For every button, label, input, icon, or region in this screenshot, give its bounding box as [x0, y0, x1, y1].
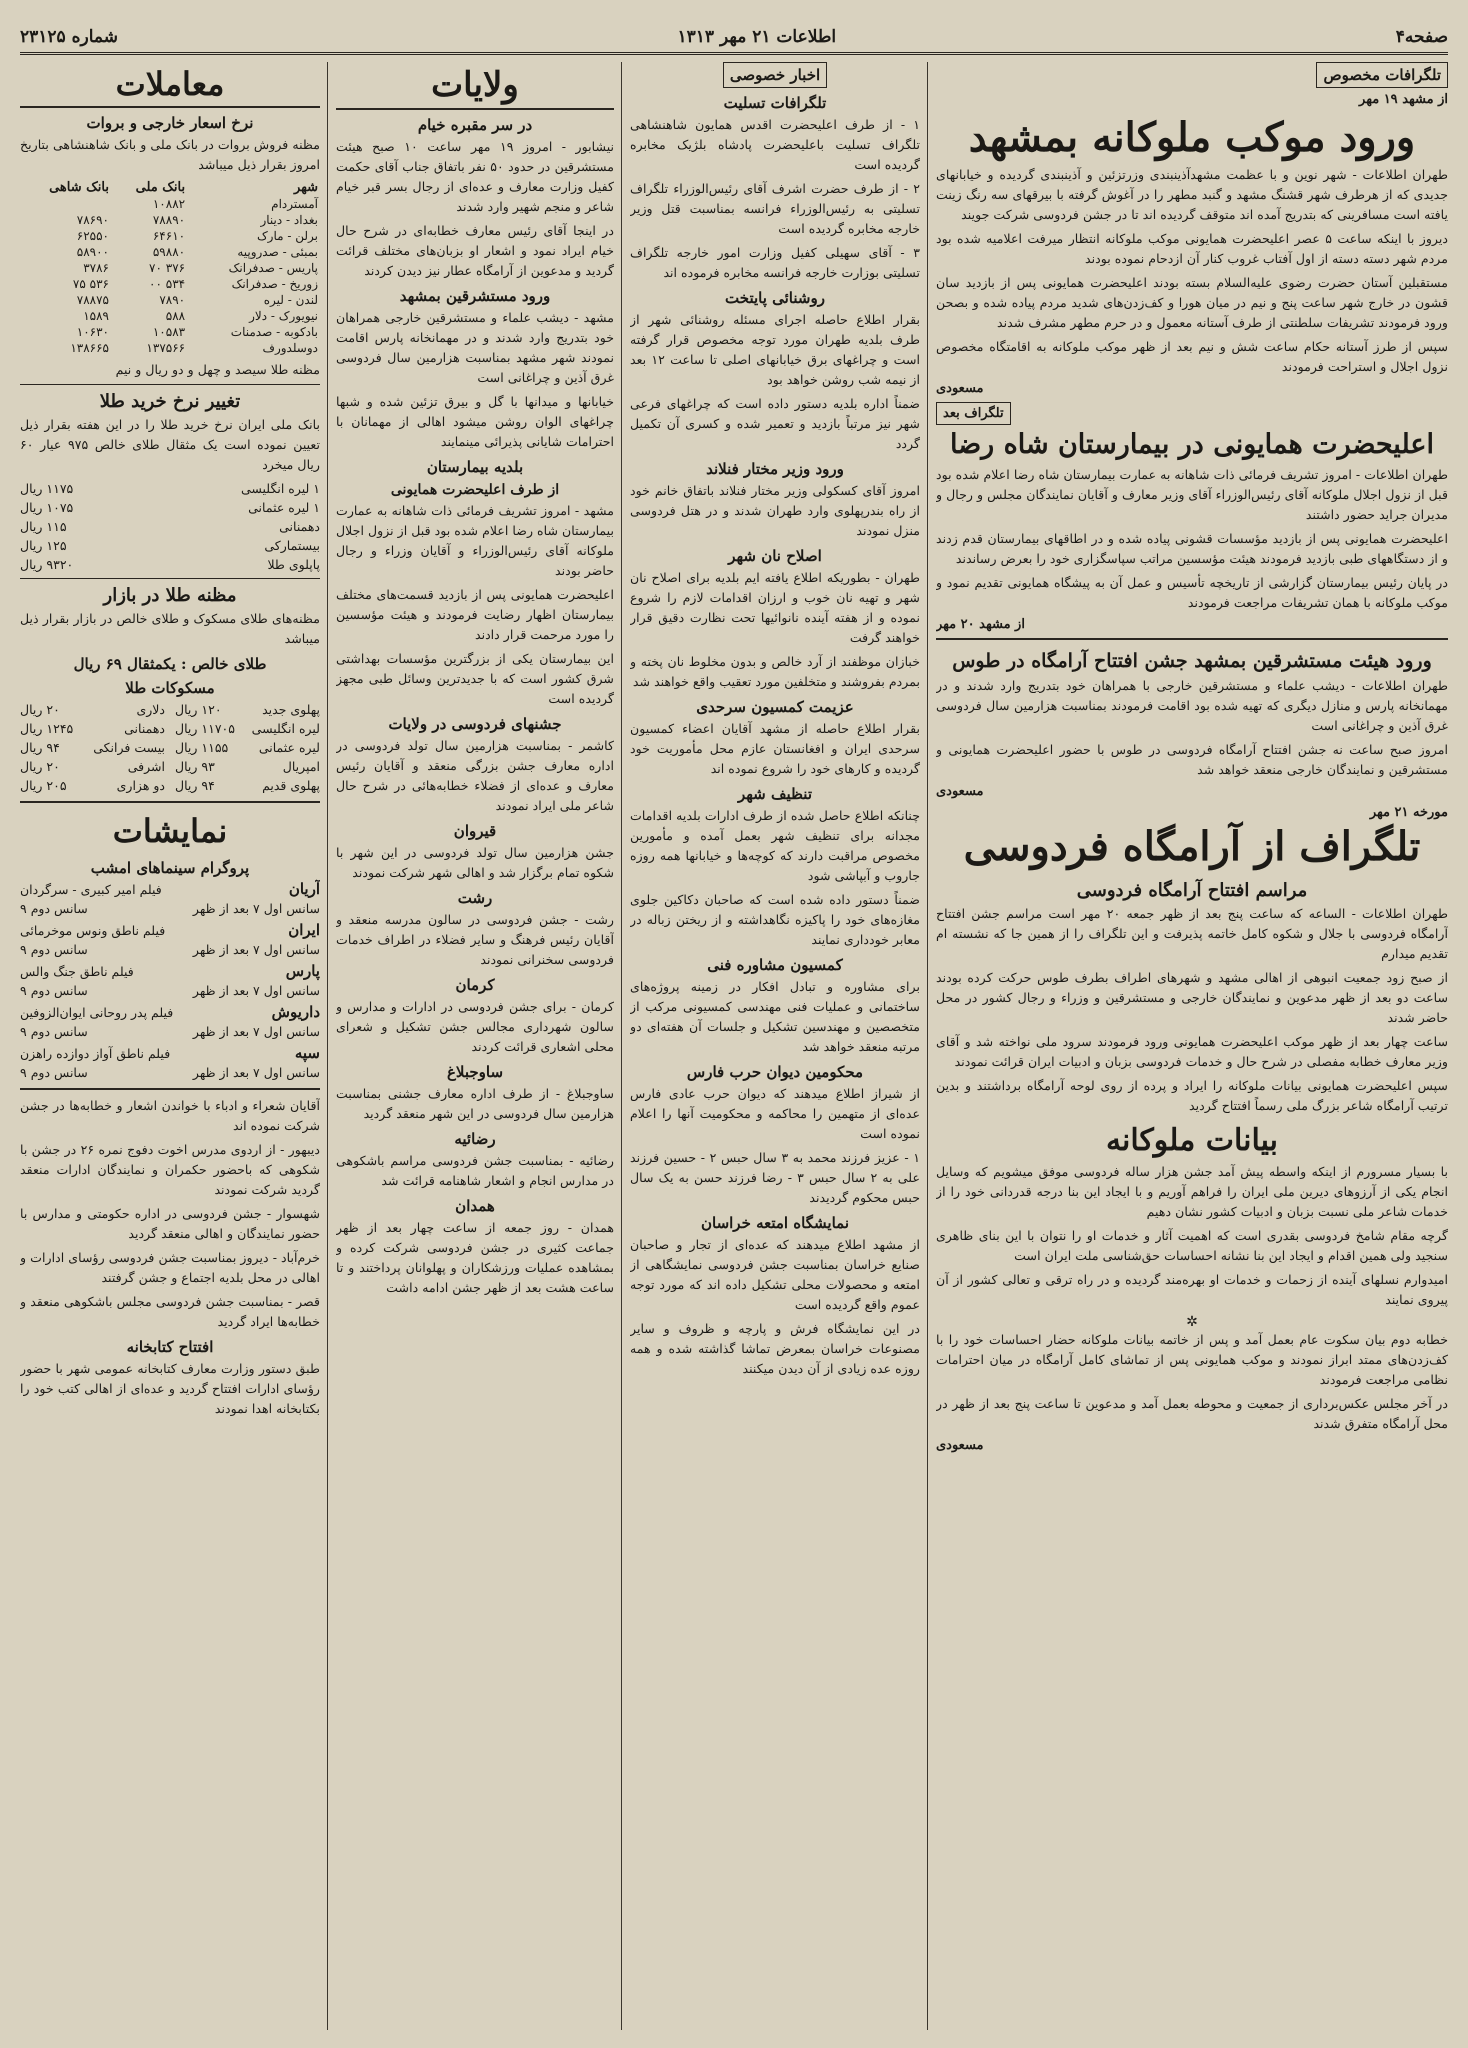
- cinema-item: [20, 1003, 320, 1041]
- rate-city: نیویورک - دلار: [249, 309, 318, 323]
- subhead: رشت: [457, 889, 493, 907]
- rate-shahi: ۵۸۹۰۰: [76, 245, 109, 259]
- item-name: ۱ لیره عثمانی: [248, 500, 320, 515]
- rate-shahi: ۱۰۶۳۰: [76, 325, 109, 339]
- list-item: [20, 757, 165, 776]
- item-name: ۱ لیره انگلیسی: [240, 481, 320, 496]
- item-value: ۱۱۷۰۵ ریال: [175, 721, 235, 736]
- masthead: [20, 22, 1448, 55]
- paragraph: آقایان شعراء و ادباء با خواندن اشعار و خطابه‌ها در جشن شرکت نموده اند: [20, 1098, 320, 1133]
- paragraph: خیابانها و میدانها با گل و بیرق تزئین شده و شبها چراغهای الوان روشن میشود اهالی از مهمانان با احترامات شایانی پذیرائی مینمایند: [336, 394, 614, 449]
- paragraph: طهران - بطوریکه اطلاع یافته ایم بلدیه برای اصلاح نان شهر و تهیه نان خوب و ارزان اقدامات لازم را شروع نموده و از هفته آینده نانوائیها تحت نظارت دقیق قرار خواهند گرفت: [630, 570, 920, 645]
- subhead: ورود وزیر مختار فنلاند: [706, 460, 844, 478]
- paragraph: شهسوار - جشن فردوسی در اداره حکومتی و مدارس با حضور نمایندگان و اهالی منعقد گردید: [20, 1206, 320, 1241]
- paragraph: طهران اطلاعات - امروز تشریف فرمائی ذات شاهانه به عمارت بیمارستان شاه رضا اعلام شده بود قبل از نزول اجلال ملوکانه آقای رئیس‌الوزراء آقای وزیر معارف و آقایان نمایندگان مجلس و رجال و مدیران جراید حضور داشتند: [936, 467, 1448, 522]
- list-item: [175, 757, 320, 776]
- item-value: ۹۳۲۰ ریال: [20, 557, 74, 572]
- item-name: بیست فرانکی: [93, 740, 165, 755]
- rate-city: بمبئی - صدروپیه: [237, 245, 318, 259]
- paragraph: از صبح زود جمعیت انبوهی از اهالی مشهد و شهرهای اطراف بطرف طوس حرکت کرده بودند ساعت دو بعد از ظهر مدعوین و نمایندگان خارجی و مستشرقین و وزراء و رجال کشور در محل حاضر شدند: [936, 970, 1448, 1025]
- item-value: ۲۰۵ ریال: [20, 778, 67, 793]
- showtime: سانس اول ۷ بعد از ظهر: [192, 983, 320, 998]
- cinema-name: پارس: [285, 962, 320, 980]
- paragraph: در اینجا آقای رئیس معارف خطابه‌ای در شرح حال خیام ایراد نمود و اشعار او بزبان‌های مختلف قرائت گردید و مدعوین از آرامگاه عطار نیز دیدن کردند: [336, 223, 614, 278]
- subhead: در سر مقبره خیام: [417, 116, 533, 134]
- rate-city: پاریس - صدفرانک: [228, 261, 318, 275]
- list-item: [175, 738, 320, 757]
- paragraph: رضائیه - بمناسبت جشن فردوسی مراسم باشکوهی در مدارس انجام و اشعار شاهنامه قرائت شد: [336, 1153, 614, 1188]
- page-label: صفحه۴: [1395, 27, 1448, 47]
- headline-ferdowsi-tomb: تلگراف از آرامگاه فردوسی: [963, 823, 1421, 870]
- paragraph: خبازان موظفند از آرد خالص و بدون مخلوط نان پخته و بمردم بفروشند و متخلفین مورد تعقیب واقع خواهند شد: [630, 654, 920, 689]
- paragraph: امروز صبح ساعت نه جشن افتتاح آرامگاه فردوسی در طوس با حضور اعلیحضرت همایونی و مستشرقین و نمایندگان خارجی منعقد خواهد شد: [936, 742, 1448, 777]
- issue-number: شماره ۲۳۱۲۵: [20, 27, 118, 47]
- item-name: دلاری: [136, 702, 165, 717]
- cinema-list: [20, 880, 320, 1082]
- headline-hospital: اعلیحضرت همایونی در بیمارستان شاه رضا: [949, 429, 1435, 460]
- item-name: پهلوی جدید: [262, 702, 320, 717]
- paragraph: بانک ملی ایران نرخ خرید طلا را در این هفته بقرار ذیل تعیین نموده است یک مثقال طلای خالص ۹۷۵ عیار ۶۰ ریال میخرد: [20, 417, 320, 472]
- paragraph: ساوجبلاغ - از طرف اداره معارف جشنی بمناسبت هزارمین سال فردوسی در این شهر منعقد گردید: [336, 1086, 614, 1121]
- paragraph: با بسیار مسرورم از اینکه واسطه پیش آمد جشن هزار ساله فردوسی موفق میشویم که وسایل انجام یکی از آرزوهای دیرین ملی ایران را فراهم آوریم و با ایجاد این بنا درجه قدردانی خود را از خدمات شاعر ملی نسبت بزبان و ادبیات کشور نشان دهیم: [936, 1164, 1448, 1219]
- item-name: لیره انگلیسی: [251, 721, 320, 736]
- table-row: [20, 340, 320, 356]
- subhead: از طرف اعلیحضرت همایونی: [390, 482, 560, 498]
- cinema-name: داریوش: [271, 1003, 320, 1021]
- cinema-film: فیلم ناطق ونوس موخرمائی: [20, 923, 166, 938]
- rate-melli: ۶۴۶۱۰: [152, 229, 186, 243]
- paragraph: طهران اطلاعات - شهر نوین و با عظمت مشهدآذینبندی وزرتزئین و آذینبندی گردیده و خیابانهای جدیدی که از هرطرف شهر قشنگ مشهد و گنبد مطهر را در آغوش گرفته با بیرقهای سه رنگ زینت یافته است مسافرینی که بتدریج آمده اند متوقف گردیده اند تا در جشن فردوسی شرکت جویند: [936, 167, 1448, 222]
- subhead: کرمان: [455, 976, 495, 994]
- list-item: [20, 738, 165, 757]
- paragraph: طهران اطلاعات - الساعه که ساعت پنج بعد از ظهر جمعه ۲۰ مهر است مراسم جشن افتتاح آرامگاه فردوسی با جلال و شکوه کامل خاتمه پذیرفت و این تلگراف را از همین جا که نشسته ام تقدیم میدارم: [936, 906, 1448, 961]
- subhead: محکومین دیوان حرب فارس: [686, 1063, 864, 1081]
- cinema-name: سپه: [294, 1044, 320, 1062]
- list-item: [20, 555, 320, 574]
- subhead: افتتاح کتابخانه: [126, 1338, 214, 1356]
- rate-city: برلن - مارک: [256, 229, 318, 243]
- paragraph: امیدوارم نسلهای آینده از زحمات و خدمات او بهره‌مند گردیده و در راه ترقی و تعالی کشور از آن پیروی نمایند: [936, 1272, 1448, 1307]
- item-value: ۹۴ ریال: [20, 740, 60, 755]
- subhead: نرخ اسعار خارجی و بروات: [86, 114, 254, 132]
- column-rule: [621, 62, 622, 2030]
- list-item: [20, 776, 165, 795]
- paragraph: سپس اعلیحضرت همایونی بیانات ملوکانه را ایراد و پرده از روی لوحه آرامگاه برداشتند و بدین ترتیب آرامگاه شاعر بزرگ ملی رسماً افتتاح گردید: [936, 1078, 1448, 1113]
- table-row: [20, 260, 320, 276]
- exchange-rate-table: [20, 179, 320, 356]
- table-row: [20, 276, 320, 292]
- rate-city: بغداد - دینار: [260, 213, 318, 227]
- item-value: ۲۰ ریال: [20, 702, 60, 717]
- subhead: ورود مستشرقین بمشهد: [399, 287, 551, 305]
- item-value: ۱۱۷۵ ریال: [20, 481, 74, 496]
- list-item: [175, 776, 320, 795]
- subhead: ساوجبلاغ: [446, 1063, 504, 1081]
- column-rule: [327, 62, 328, 2030]
- subhead: پروگرام سینماهای امشب: [90, 859, 250, 877]
- paragraph: ۱ - عزیز فرزند محمد به ۳ سال حبس ۲ - حسین فرزند علی به ۲ سال حبس ۳ - رضا فرزند حسن به یک سال حبس محکوم گردیدند: [630, 1150, 920, 1205]
- paragraph: ۲ - از طرف حضرت اشرف آقای رئیس‌الوزراء تلگراف تسلیتی به رئیس‌الوزراء فرانسه بمناسبت قتل وزیر خارجه مخابره گردیده است: [630, 181, 920, 236]
- story-orientalists: [936, 676, 1448, 780]
- dateline: مورخه ۲۱ مهر: [1369, 805, 1448, 820]
- item-name: دو هزاری: [116, 778, 165, 793]
- divider: [20, 1088, 320, 1090]
- cinema-film: فیلم ناطق جنگ والس: [20, 964, 134, 979]
- rate-city: بادکوبه - صدمنات: [230, 325, 318, 339]
- paragraph: در این نمایشگاه فرش و پارچه و ظروف و سایر مصنوعات خراسان بمعرض تماشا گذاشته شده و همه روزه عده زیادی از آن دیدن میکنند: [630, 1321, 920, 1376]
- rate-melli: ۵۹۸۸۰: [152, 245, 186, 259]
- showtime: سانس دوم ۹: [20, 983, 88, 998]
- rate-melli: ۱۰۸۸۲: [152, 197, 186, 211]
- coin-price-grid: [20, 700, 320, 795]
- item-value: ۱۲۴۵ ریال: [20, 721, 74, 736]
- story-hospital: [936, 465, 1448, 613]
- showtime: سانس دوم ۹: [20, 942, 88, 957]
- subhead: رضائیه: [454, 1130, 496, 1148]
- table-row: [20, 308, 320, 324]
- paragraph: مشهد - امروز تشریف فرمائی ذات شاهانه به عمارت بیمارستان شاه رضا اعلام شده بود قبل از نزول اجلال ملوکانه آقای رئیس‌الوزراء و آقایان وزراء و رجال حاضر بودند: [336, 503, 614, 578]
- rate-city: لندن - لیره: [263, 293, 318, 307]
- subhead: تلگرافات تسلیت: [723, 94, 827, 112]
- list-item: [20, 700, 165, 719]
- paragraph: ضمناً اداره بلدیه دستور داده است که چراغهای فرعی شهر نیز مرتباً بازدید و تعمیر شده و کسری آن تکمیل گردد: [630, 396, 920, 451]
- paragraph: چنانکه اطلاع حاصل شده از طرف ادارات بلدیه اقدامات مجدانه برای تنظیف شهر بعمل آمده و مأمورین مخصوص مراقبت دارند که کوچه‌ها و خیابانها همه روزه جاروب و آبپاشی شود: [630, 808, 920, 883]
- subhead: کمسیون مشاوره فنی: [707, 956, 843, 974]
- table-header-row: [20, 179, 320, 196]
- subhead: نمایشگاه امتعه خراسان: [700, 1214, 849, 1232]
- section-title-markets: معاملات: [20, 62, 320, 108]
- list-item: [20, 536, 320, 555]
- rate-city: دوسلدورف: [262, 341, 318, 355]
- cinema-item: [20, 880, 320, 918]
- signature: مسعودی: [936, 1438, 984, 1453]
- cinema-item: [20, 921, 320, 959]
- header-city: شهر: [293, 180, 318, 195]
- dateline: از مشهد ۲۰ مهر: [936, 617, 1025, 632]
- header-melli: بانک ملی: [135, 180, 186, 195]
- item-name: پاپلوی طلا: [267, 557, 320, 572]
- column-markets: [20, 62, 320, 2030]
- list-item: [175, 700, 320, 719]
- showtime: سانس دوم ۹: [20, 1065, 88, 1080]
- paragraph: دیروز با اینکه ساعت ۵ عصر اعلیحضرت همایونی موکب ملوکانه انتظار میرفت اعلامیه شده بود مردم شهر دسته دسته از اول آفتاب غروب کنار آن ازدحام نموده بودند: [936, 231, 1448, 266]
- rate-shahi: ۱۵۸۹: [83, 309, 109, 323]
- list-item: [20, 719, 165, 738]
- table-row: [20, 292, 320, 308]
- column-private-news: [630, 62, 920, 2030]
- subhead: روشنائی پایتخت: [725, 289, 825, 307]
- paragraph: اعلیحضرت همایونی پس از بازدید قسمت‌های مختلف بیمارستان اظهار رضایت فرمودند و هیئت مؤسسین را مورد مرحمت قرار دادند: [336, 587, 614, 642]
- item-name: لیره عثمانی: [258, 740, 320, 755]
- table-row: [20, 228, 320, 244]
- section-title-provinces: ولایات: [336, 62, 614, 110]
- divider: [20, 384, 320, 385]
- subheadline: مراسم افتتاح آرامگاه فردوسی: [1076, 880, 1308, 901]
- pure-gold-price: طلای خالص : یکمثقال ۶۹ ریال: [73, 655, 267, 673]
- showtime: سانس دوم ۹: [20, 901, 88, 916]
- cinema-film: فیلم پدر روحانی ایوان‌الزوفین: [20, 1005, 174, 1020]
- showtime: سانس اول ۷ بعد از ظهر: [192, 1065, 320, 1080]
- divider: [20, 801, 320, 803]
- paragraph: طبق دستور وزارت معارف کتابخانه عمومی شهر با حضور رؤسای ادارات افتتاح گردید و عده‌ای از اهالی کتب خود را بکتابخانه اهدا نمودند: [20, 1361, 320, 1416]
- signature: مسعودی: [936, 784, 984, 799]
- showtime: سانس دوم ۹: [20, 1024, 88, 1039]
- rate-melli: ۵۸۸: [165, 309, 186, 323]
- paragraph: مظنه طلا سیصد و چهل و دو ریال و نیم: [115, 362, 320, 377]
- showtime: سانس اول ۷ بعد از ظهر: [192, 901, 320, 916]
- cinema-item: [20, 1044, 320, 1082]
- rate-city: آمستردام: [271, 197, 318, 211]
- story-closing: [936, 1330, 1448, 1434]
- rate-melli: ۷۸۸۹۰: [152, 213, 186, 227]
- table-row: [20, 212, 320, 228]
- table-row: [20, 324, 320, 340]
- paragraph: سپس از طرز آستانه حکام ساعت شش و نیم بعد از ظهر موکب ملوکانه به اقامتگاه مخصوص نزول اجلال و استراحت فرمودند: [936, 339, 1448, 374]
- rate-melli: ۳۷۶ ۷۰: [149, 261, 186, 275]
- paragraph: نیشابور - امروز ۱۹ مهر ساعت ۱۰ صبح هیئت مستشرقین در حدود ۵۰ نفر باتفاق جناب آقای حکمت کفیل وزارت معارف و عده‌ای از رجال بسر قبر خیام شاعر و منجم شهیر وارد شدند: [336, 139, 614, 214]
- column-rule: [927, 62, 928, 2030]
- subhead: قیروان: [453, 822, 497, 840]
- paragraph: مظنه فروش بروات در بانک ملی و بانک شاهنشاهی بتاریخ امروز بقرار ذیل میباشد: [20, 137, 320, 172]
- paragraph: بقرار اطلاع حاصله اجرای مسئله روشنائی شهر از طرف بلدیه طهران مورد توجه مخصوص قرار گرفته است و چراغهای برق خیابانهای اصلی تا ساعت ۱۲ بعد از نیمه شب روشن خواهد بود: [630, 312, 920, 387]
- column-provinces: [336, 62, 614, 2030]
- paragraph: مستقبلین آستان حضرت رضوی علیه‌السلام بسته بودند اعلیحضرت همایونی پس از بازدید سان قشون در خارج شهر ساعت پنج و نیم در میان هورا و کف‌زدن‌های شدید مردم پیاده شده و بصحن ورود فرمودند تشریفات سلطنتی از طرف آستانه معمول و در حرم مطهر مشرف شدند: [936, 275, 1448, 330]
- rate-shahi: ۷۸۸۷۵: [76, 293, 109, 307]
- item-value: ۱۲۵ ریال: [20, 538, 67, 553]
- paragraph: ۳ - آقای سهیلی کفیل وزارت امور خارجه تلگراف تسلیتی بوزارت خارجه فرانسه مخابره فرموده اند: [630, 245, 920, 280]
- subhead: مظنه طلا در بازار: [103, 585, 237, 606]
- list-item: [20, 479, 320, 498]
- label-next-telegram: تلگراف بعد: [936, 402, 1011, 425]
- rate-shahi: [20, 196, 111, 212]
- rate-city: زوریخ - صدفرانک: [231, 277, 318, 291]
- masthead-center: اطلاعات ۲۱ مهر ۱۳۱۳: [677, 27, 837, 47]
- cinema-film: فیلم ناطق آواز دوازده راهزن: [20, 1046, 171, 1061]
- item-value: ۲۰ ریال: [20, 759, 60, 774]
- paragraph: این بیمارستان یکی از بزرگترین مؤسسات بهداشتی شرق کشور است که با جدیدترین وسائل طبی مجهز گردیده است: [336, 651, 614, 706]
- rate-shahi: ۷۸۶۹۰: [76, 213, 109, 227]
- cinema-item: [20, 962, 320, 1000]
- item-value: ۱۰۷۵ ریال: [20, 500, 74, 515]
- column-telegrams: [936, 62, 1448, 2030]
- item-name: اشرفی: [127, 759, 165, 774]
- table-row: [20, 244, 320, 260]
- signature: مسعودی: [936, 381, 984, 396]
- rate-shahi: ۱۳۸۶۶۵: [70, 341, 109, 355]
- paragraph: برای مشاوره و تبادل افکار در زمینه پروژه‌های ساختمانی و عملیات فنی مهندسی کمسیونی مرکب از متخصصین و مهندسین تشکیل و جلسات آن هفته‌ای دو مرتبه منعقد خواهد شد: [630, 979, 920, 1054]
- paragraph: ۱ - از طرف اعلیحضرت اقدس همایون شاهنشاهی تلگراف تسلیت باعلیحضرت پادشاه بلژیک مخابره گردیده است: [630, 117, 920, 172]
- paragraph: همدان - روز جمعه از ساعت چهار بعد از ظهر جماعت کثیری در جشن فردوسی شرکت کرده و بمشاهده عملیات ورزشکاران و پهلوانان پرداختند و تا ساعت هشت بعد از ظهر جشن ادامه داشت: [336, 1220, 614, 1295]
- story-arrival: [936, 165, 1448, 377]
- paragraph: از شیراز اطلاع میدهند که دیوان حرب عادی فارس عده‌ای از متهمین را محاکمه و محکومیت آنها را اعلام نموده است: [630, 1086, 920, 1141]
- item-name: دهمنانی: [124, 721, 165, 736]
- showtime: سانس اول ۷ بعد از ظهر: [192, 1024, 320, 1039]
- paragraph: مظنه‌های طلای مسکوک و طلای خالص در بازار بقرار ذیل میباشد: [20, 611, 320, 646]
- paragraph: خرم‌آباد - دیروز بمناسبت جشن فردوسی رؤسای ادارات و اهالی در محل بلدیه اجتماع و جشن گرفتند: [20, 1250, 320, 1285]
- paragraph: گرچه مقام شامخ فردوسی بقدری است که اهمیت آثار و خدمات او را نتوان با این بنای ظاهری سنجید ولی همین اقدام و ایجاد این بنا نشانه احساسات حق‌شناسی ملت ایران است: [936, 1228, 1448, 1263]
- section-title-shows: نمایشات: [112, 812, 228, 850]
- headline-main: ورود موکب ملوکانه بمشهد: [968, 114, 1416, 161]
- rate-shahi: ۶۲۵۵۰: [76, 229, 109, 243]
- paragraph: جشن هزارمین سال تولد فردوسی در این شهر با شکوه تمام برگزار شد و اهالی شهر شرکت نمودند: [336, 845, 614, 880]
- paragraph: بقرار اطلاع حاصله از مشهد آقایان اعضاء کمسیون سرحدی ایران و افغانستان عازم محل مأموریت خود گردیده و کارهای خود را شروع نموده اند: [630, 721, 920, 776]
- subhead: اصلاح نان شهر: [728, 547, 822, 565]
- dateline: از مشهد ۱۹ مهر: [1359, 92, 1448, 107]
- subhead: تنظیف شهر: [737, 785, 813, 803]
- section-box-telegrams: تلگرافات مخصوص: [1316, 62, 1448, 88]
- rate-melli: ۱۳۷۵۶۶: [146, 341, 186, 355]
- newspaper-page: [20, 22, 1448, 2032]
- subhead: بلدیه بیمارستان: [426, 458, 524, 476]
- headline-royal-speech: بیانات ملوکانه: [1105, 1123, 1279, 1158]
- paragraph: قصر - بمناسبت جشن فردوسی مجلس باشکوهی منعقد و خطابه‌ها ایراد گردید: [20, 1294, 320, 1329]
- table-row: [20, 196, 320, 212]
- item-name: امپریال: [282, 759, 320, 774]
- separator-star-icon: ✲: [1186, 1314, 1198, 1330]
- paragraph: ساعت چهار بعد از ظهر موکب اعلیحضرت همایونی ورود فرمودند سرود ملی نواخته شد و آقای وزیر معارف خطابه مفصلی در شرح حال و خدمات فردوسی بزبان و ادبیات ایران قرائت نمودند: [936, 1034, 1448, 1069]
- subhead: عزیمت کمسیون سرحدی: [696, 698, 854, 716]
- paragraph: اعلیحضرت همایونی پس از بازدید مؤسسات قشونی پیاده شده و در اطاقهای بیمارستان قدم زدند و از دستگاههای طبی بازدید فرمودند هیئت مؤسسین مراتب سپاسگزاری خود را بعرض رساندند: [936, 531, 1448, 566]
- story-ceremony: [936, 904, 1448, 1116]
- paragraph: رشت - جشن فردوسی در سالون مدرسه منعقد و آقایان رئیس فرهنگ و سایر فضلاء در اطراف خدمات فردوسی سخنرانی نمودند: [336, 912, 614, 967]
- rate-melli: ۵۳۴ ۰۰: [149, 277, 186, 291]
- story-royal-speech: [936, 1162, 1448, 1310]
- rate-melli: ۱۰۵۸۳: [152, 325, 186, 339]
- item-value: ۱۱۵۵ ریال: [175, 740, 229, 755]
- item-value: ۹۴ ریال: [175, 778, 215, 793]
- item-value: ۹۳ ریال: [175, 759, 215, 774]
- subhead: مسکوکات طلا: [125, 679, 215, 697]
- list-item: [175, 719, 320, 738]
- paragraph: از مشهد اطلاع میدهند که عده‌ای از تجار و صاحبان صنایع خراسان بمناسبت جشن فردوسی نمایشگاهی از امتعه و محصولات محلی تشکیل داده اند که مورد توجه عموم واقع گردیده است: [630, 1237, 920, 1312]
- item-name: بیستمارکی: [264, 538, 320, 553]
- paragraph: در پایان رئیس بیمارستان گزارشی از تاریخچه تأسیس و عمل آن به پیشگاه همایونی تقدیم نمود و موکب ملوکانه با همان تشریفات مراجعت فرمودند: [936, 575, 1448, 610]
- paragraph: کاشمر - بمناسبت هزارمین سال تولد فردوسی در اداره معارف جشن بزرگی منعقد و آقایان رئیس معارف و عده‌ای از فضلاء خطابه‌هائی در شرح حال شاعر ملی ایراد نمودند: [336, 738, 614, 813]
- showtime: سانس اول ۷ بعد از ظهر: [192, 942, 320, 957]
- paragraph: طهران اطلاعات - دیشب علماء و مستشرقین خارجی با همراهان خود بتدریج وارد شدند و در مهمانخانه پارس و منازل دیگری که تهیه شده بود اقامت فرمودند بمناسبت هزارمین سال فردوسی غرق آذین و چراغانی است: [936, 678, 1448, 733]
- rate-shahi: ۵۳۶ ۷۵: [72, 277, 109, 291]
- rate-melli: ۷۸۹۰: [159, 293, 186, 307]
- divider: [20, 578, 320, 579]
- item-name: پهلوی قدیم: [262, 778, 320, 793]
- item-value: ۱۲۰ ریال: [175, 702, 222, 717]
- subhead: تغییر نرخ خرید طلا: [99, 391, 241, 412]
- cinema-name: آریان: [288, 880, 320, 898]
- cinema-name: ایران: [288, 921, 320, 939]
- paragraph: کرمان - برای جشن فردوسی در ادارات و مدارس و سالون شهرداری مجالس جشن تشکیل و شعرای محلی اشعاری قرائت کردند: [336, 999, 614, 1054]
- cinema-film: فیلم امیر کبیری - سرگردان: [20, 882, 162, 897]
- list-item: [20, 517, 320, 536]
- paragraph: دیبهور - از اردوی مدرس اخوت دفوج نمره ۲۶ در جشن با شکوهی که باحضور حکمران و نمایندگان ادارات منعقد گردید شرکت نمودند: [20, 1142, 320, 1197]
- section-box-private: اخبار خصوصی: [723, 62, 827, 88]
- subhead: جشنهای فردوسی در ولایات: [388, 715, 562, 733]
- subhead: همدان: [455, 1197, 495, 1215]
- paragraph: ضمناً دستور داده شده است که صاحبان دکاکین جلوی مغازه‌های خود را پاکیزه نگاهداشته و از ریختن زباله در معابر خودداری نمایند: [630, 892, 920, 947]
- list-item: [20, 498, 320, 517]
- headline-orientalists: ورود هیئت مستشرقین بمشهد جشن افتتاح آرامگاه در طوس: [952, 650, 1432, 672]
- rate-shahi: ۳۷۸۶: [83, 261, 109, 275]
- paragraph: مشهد - دیشب علماء و مستشرقین خارجی همراهان خود بتدریج وارد شدند و در مهمانخانه پارس اقامت نمودند شهر مشهد بمناسبت هزارمین سال فردوسی غرق آذین و چراغانی است: [336, 310, 614, 385]
- header-shahi: بانک شاهی: [49, 180, 109, 195]
- paragraph: در آخر مجلس عکس‌برداری از جمعیت و محوطه بعمل آمد و مدعوین تا ساعت پنج بعد از ظهر در محل آرامگاه متفرق شدند: [936, 1396, 1448, 1431]
- paragraph: امروز آقای کسکولی وزیر مختار فنلاند باتفاق خانم خود از راه بندرپهلوی وارد طهران شدند و در هتل فردوسی منزل نمودند: [630, 483, 920, 538]
- paragraph: خطابه دوم بیان سکوت عام بعمل آمد و پس از خاتمه بیانات ملوکانه حضار احساسات خود را با کف‌زدن‌های ممتد ابراز نمودند و موکب همایونی پس از تماشای کامل آرامگاه در میان احترامات نظامی مراجعت فرمودند: [936, 1332, 1448, 1387]
- item-value: ۱۱۵ ریال: [20, 519, 67, 534]
- item-name: دهمنانی: [279, 519, 320, 534]
- divider: [936, 638, 1448, 640]
